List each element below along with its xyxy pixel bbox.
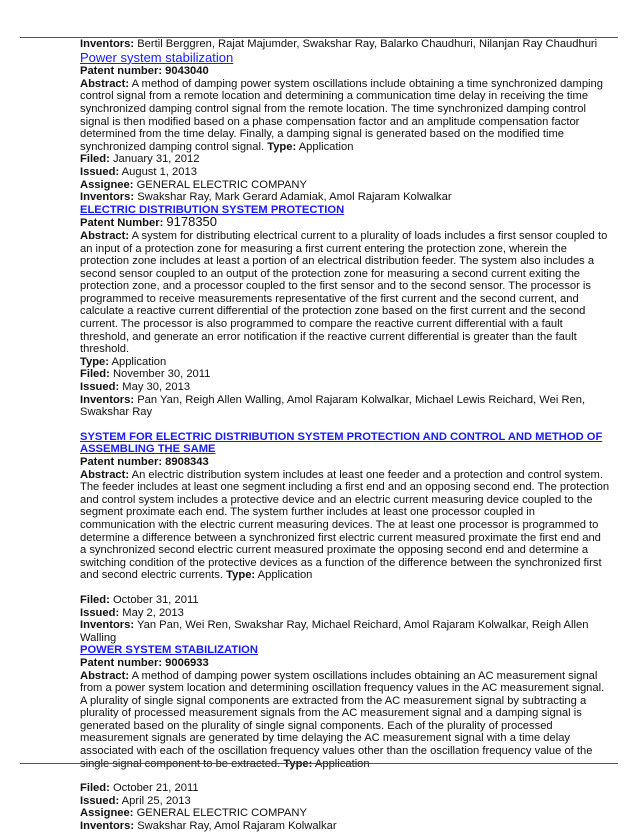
inventors: Inventors: Swakshar Ray, Amol Rajaram Kolwalkar: [80, 820, 337, 833]
filed: Filed: January 31, 2012: [80, 153, 200, 166]
issued: Issued: August 1, 2013: [80, 165, 197, 178]
patent-entry: [80, 204, 610, 419]
assignee: Assignee: GENERAL ELECTRIC COMPANY: [80, 807, 307, 820]
inventors: Inventors: Pan Yan, Reigh Allen Walling, Amol Rajaram Kolwalkar, Michael Lewis Reichard, Wei Ren, Swakshar Ray: [80, 393, 586, 419]
assignee: Assignee: GENERAL ELECTRIC COMPANY: [80, 178, 307, 191]
patent-title-link[interactable]: ELECTRIC DISTRIBUTION SYSTEM PROTECTION: [80, 203, 345, 216]
patent-number: Patent number: 8908343: [80, 456, 209, 468]
bottom-divider: [20, 763, 618, 764]
patent-title-link[interactable]: POWER SYSTEM STABILIZATION: [80, 644, 258, 657]
patent-entry: [80, 51, 610, 204]
inventors: Inventors: Yan Pan, Wei Ren, Swakshar Ray, Michael Reichard, Amol Rajaram Kolwalkar, Reigh Allen Walling: [80, 619, 589, 644]
type: Type: Application: [80, 355, 167, 368]
inventors-label: Inventors:: [80, 38, 135, 50]
abstract: Abstract: A method of damping power system oscillations includes obtaining an AC measurement signal from a power system location and determining oscillation frequency values in the AC measurement signal. A plurality of single signal components are extracted from the AC measurement signal by subtracting a plurality of processed measurement signals from the AC measurement signal and a damping signal is generated based on the plurality of single signal components. Each of the plurality of processed measurement signals are generated by time delaying the AC measurement signal with a time delay associated with each of the oscillation frequency values other than the oscillation frequency value of the: [80, 669, 605, 758]
inventors-value: Bertil Berggren, Rajat Majumder, Swakshar Ray, Balarko Chaudhuri, Nilanjan Ray Chaudhuri: [137, 38, 598, 50]
patent-number: Patent number: 9006933: [80, 656, 209, 669]
abstract: Abstract: A method of damping power system oscillations include obtaining a time synchronized damping control signal from a remote location and determining a communication time delay in receiving the time synchronized damping control signal from the remote location. The time synchronized damping control signal is then modified based on a phase compensation factor and an amplitude compensation factor determined from the time delay. Finally, a damping signal is generated based on the modified time synchronized damping control signal. Type: Application: [80, 77, 603, 153]
top-inventors: [80, 38, 610, 51]
patent-list: [80, 38, 610, 833]
filed: Filed: October 31, 2011: [80, 593, 199, 606]
issued: Issued: May 30, 2013: [80, 381, 191, 394]
patent-number: Patent Number: 9178350: [80, 214, 218, 230]
inventors: Inventors: Swakshar Ray, Mark Gerard Adamiak, Amol Rajaram Kolwalkar: [80, 191, 452, 204]
spacer: [80, 770, 610, 782]
abstract: Abstract: An electric distribution system includes at least one feeder and a protection and control system. The feeder includes at least one segment including a first end and an opposing second end. The protection and control system includes a protective device and an electric current measuring device coupled to the segment proximate each end. The system further includes at least one processor coupled in communication with the electric current measuring devices. The at least one processor is programmed to determine a difference between a synchronized first electric current measured proximate the first end and a synchronized second electric current measured proximate the opposing second end and determine a switching condition of the protective devices as a function of the difference between the synchronized first and second electric currents. Type: Application: [80, 468, 610, 582]
spacer: [80, 582, 610, 594]
spacer: [80, 419, 610, 431]
patent-title-link[interactable]: SYSTEM FOR ELECTRIC DISTRIBUTION SYSTEM PROTECTION AND CONTROL AND METHOD OF ASSEMBLING THE SAME: [80, 430, 603, 456]
abstract: Abstract: A system for distributing electrical current to a plurality of loads includes a first sensor coupled to an input of a protection zone for measuring a first current entering the protection zone, wherein the protection zone includes at least a portion of an electrical distribution feeder. The system also includes a second sensor coupled to an output of the protection zone for measuring a second current exiting the protection zone, and a processor coupled to the first sensor and to the second sensor. The processor is programmed to receive measurements representative of the first current and the second current, and calculate a reactive current differential of the protection zone based on the first current and the second current. The processor is also programmed to compare the reactive current differential with a fault threshold, and generate an error notification if the reactive current differential is greater than the fault threshold.: [80, 229, 608, 356]
patent-title-link[interactable]: Power system stabilization: [80, 49, 234, 65]
patent-number: Patent number: 9043040: [80, 65, 209, 78]
patent-entry: [80, 431, 610, 645]
issued: Issued: April 25, 2013: [80, 794, 191, 807]
filed: Filed: November 30, 2011: [80, 368, 211, 381]
patent-entry: [80, 644, 610, 832]
filed: Filed: October 21, 2011: [80, 782, 199, 795]
issued: Issued: May 2, 2013: [80, 606, 184, 619]
